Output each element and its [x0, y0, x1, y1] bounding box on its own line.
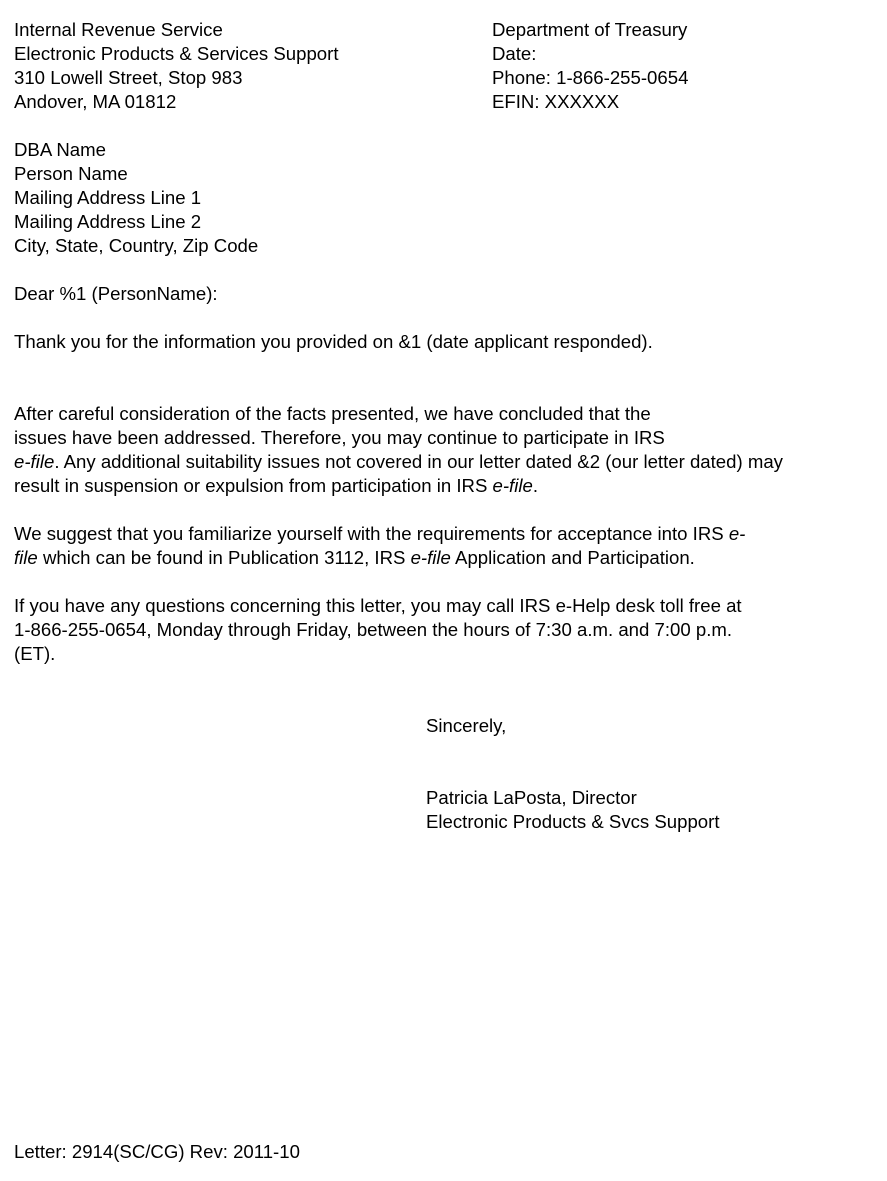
recipient-line: Mailing Address Line 2	[14, 211, 202, 232]
paragraph-line	[14, 474, 538, 498]
text: which can be found in Publication 3112, IRS	[37, 547, 411, 568]
closing: Sincerely,	[426, 715, 507, 736]
paragraph-1: Thank you for the information you provided on &1 (date applicant responded).	[14, 331, 653, 352]
efin: EFIN: XXXXXX	[492, 91, 620, 112]
signature-name: Patricia LaPosta, Director	[426, 787, 637, 808]
text: .	[532, 475, 538, 496]
department: Department of Treasury	[492, 19, 688, 40]
text: result in suspension or expulsion from participation in IRS	[14, 475, 493, 496]
text: Application and Participation.	[450, 547, 695, 568]
text: We suggest that you familiarize yourself with the requirements for acceptance into IRS	[14, 523, 729, 544]
signature-title: Electronic Products & Svcs Support	[426, 811, 720, 832]
paragraph-line: (ET).	[14, 643, 56, 664]
efile-term: e-	[728, 523, 746, 544]
letter-footer: Letter: 2914(SC/CG) Rev: 2011-10	[14, 1141, 300, 1162]
phone: Phone: 1-866-255-0654	[492, 67, 689, 88]
paragraph-line	[14, 450, 783, 474]
salutation: Dear %1 (PersonName):	[14, 283, 218, 304]
efile-term: file	[14, 547, 38, 568]
efile-term: e-file	[14, 451, 55, 472]
sender-line: 310 Lowell Street, Stop 983	[14, 67, 243, 88]
recipient-line: City, State, Country, Zip Code	[14, 235, 259, 256]
paragraph-line: 1-866-255-0654, Monday through Friday, between the hours of 7:30 a.m. and 7:00 p.m.	[14, 619, 733, 640]
efile-term: e-file	[410, 547, 451, 568]
recipient-line: Mailing Address Line 1	[14, 187, 202, 208]
text: . Any additional suitability issues not covered in our letter dated &2 (our letter dated) may	[54, 451, 783, 472]
sender-line: Andover, MA 01812	[14, 91, 177, 112]
efile-term: e-file	[492, 475, 533, 496]
paragraph-line: After careful consideration of the facts presented, we have concluded that the	[14, 403, 651, 424]
recipient-line: Person Name	[14, 163, 128, 184]
sender-line: Electronic Products & Services Support	[14, 43, 339, 64]
paragraph-line	[14, 522, 745, 546]
paragraph-line: If you have any questions concerning this letter, you may call IRS e-Help desk toll free at	[14, 595, 742, 616]
sender-line: Internal Revenue Service	[14, 19, 223, 40]
date-label: Date:	[492, 43, 537, 64]
paragraph-line	[14, 546, 695, 570]
paragraph-line: issues have been addressed. Therefore, you may continue to participate in IRS	[14, 427, 665, 448]
recipient-line: DBA Name	[14, 139, 106, 160]
